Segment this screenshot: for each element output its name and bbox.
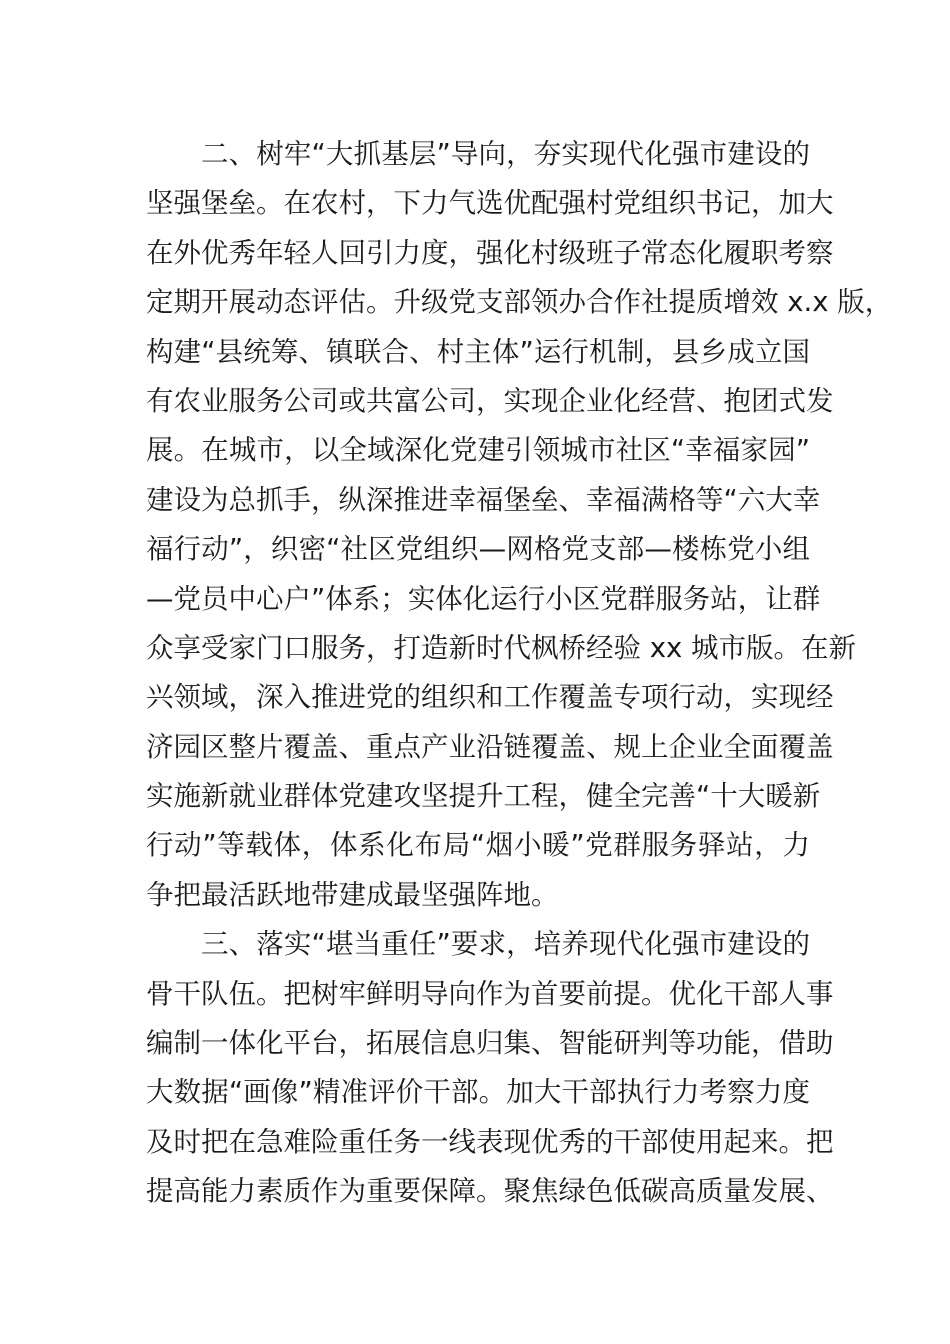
- text-line: 提高能力素质作为重要保障。聚焦绿色低碳高质量发展、: [146, 1175, 834, 1208]
- text-line: 众享受家门口服务，打造新时代枫桥经验 xx 城市版。在新: [146, 631, 857, 664]
- text-line: 兴领域，深入推进党的组织和工作覆盖专项行动，实现经: [146, 681, 834, 714]
- text-line: 建设为总抓手，纵深推进幸福堡垒、幸福满格等“六大幸: [146, 483, 821, 516]
- text-line: 定期开展动态评估。升级党支部领办合作社提质增效 x.x 版，: [146, 286, 893, 319]
- text-line: 及时把在急难险重任务一线表现优秀的干部使用起来。把: [146, 1125, 834, 1158]
- document-body: [146, 130, 893, 1217]
- text-line: 编制一体化平台，拓展信息归集、智能研判等功能，借助: [146, 1027, 834, 1060]
- text-line: 构建“县统筹、镇联合、村主体”运行机制，县乡成立国: [146, 335, 810, 368]
- text-line: 行动”等载体，体系化布局“烟小暖”党群服务驿站，力: [146, 829, 810, 862]
- text-line: 骨干队伍。把树牢鲜明导向作为首要前提。优化干部人事: [146, 977, 834, 1010]
- paragraph-3: [146, 920, 834, 1216]
- text-line: 展。在城市，以全域深化党建引领城市社区“幸福家园”: [146, 434, 810, 467]
- text-line: 二、树牢“大抓基层”导向，夯实现代化强市建设的: [201, 138, 810, 170]
- paragraph-2: [146, 130, 893, 920]
- text-line: —党员中心户”体系；实体化运行小区党群服务站，让群: [146, 582, 821, 615]
- text-line: 济园区整片覆盖、重点产业沿链覆盖、规上企业全面覆盖: [146, 730, 834, 763]
- text-line: 坚强堡垒。在农村，下力气选优配强村党组织书记，加大: [146, 187, 834, 220]
- text-line: 在外优秀年轻人回引力度，强化村级班子常态化履职考察: [146, 236, 834, 269]
- text-line: 有农业服务公司或共富公司，实现企业化经营、抱团式发: [146, 384, 834, 417]
- text-line: 大数据“画像”精准评价干部。加大干部执行力考察力度: [146, 1076, 810, 1109]
- text-line: 实施新就业群体党建攻坚提升工程，健全完善“十大暖新: [146, 780, 821, 813]
- text-line: 三、落实“堪当重任”要求，培养现代化强市建设的: [201, 928, 810, 961]
- text-line: 争把最活跃地带建成最坚强阵地。: [146, 878, 559, 911]
- text-line: 福行动”，织密“社区党组织—网格党支部—楼栋党小组: [146, 533, 810, 566]
